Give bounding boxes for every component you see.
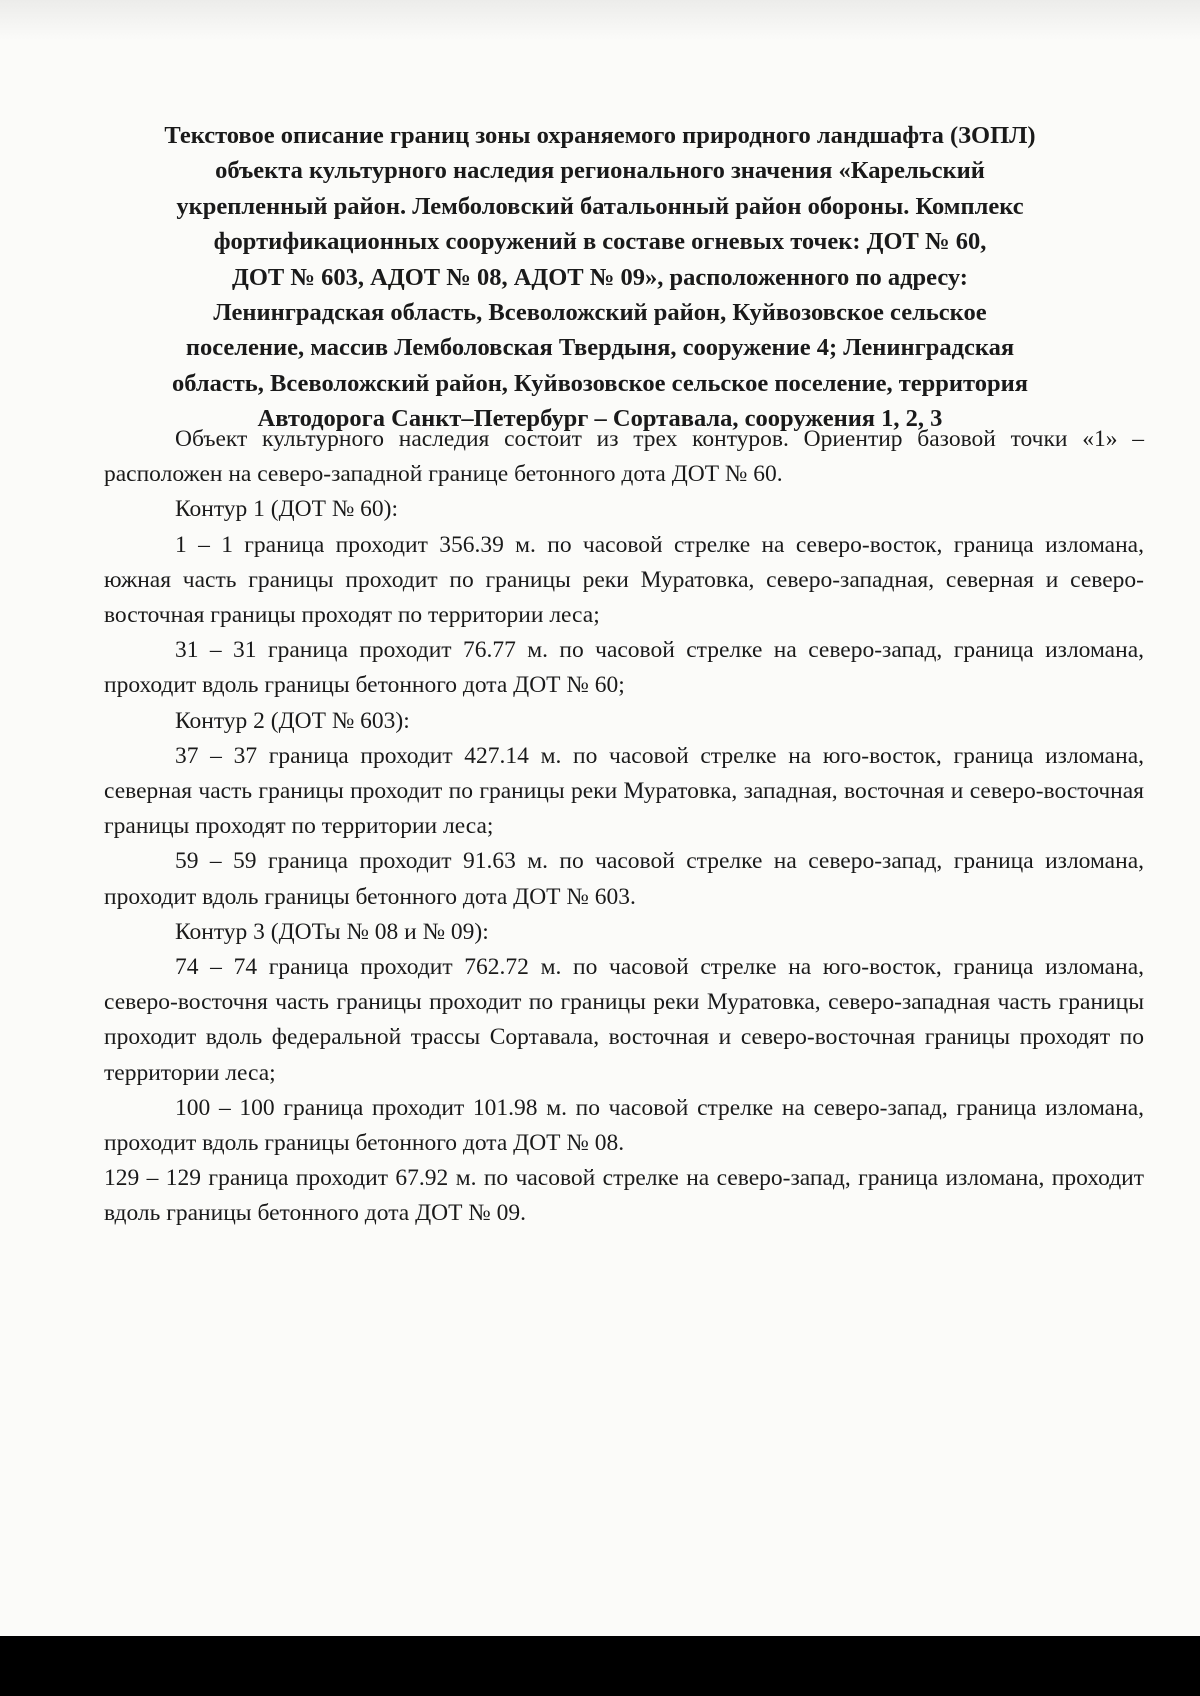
title-line: область, Всеволожский район, Куйвозовское сельское поселение, территория	[172, 369, 1028, 397]
title-line: Текстовое описание границ зоны охраняемого природного ландшафта (ЗОПЛ)	[164, 122, 1036, 149]
title-line: Автодорога Санкт–Петербург – Сортавала, сооружения 1, 2, 3	[257, 405, 943, 433]
title-line: Ленинградская область, Всеволожский район, Куйвозовское сельское	[213, 299, 987, 327]
scan-bottom-border	[0, 1636, 1200, 1696]
scan-edge-shadow	[0, 0, 1200, 40]
document-title	[100, 118, 1100, 437]
title-line: фортификационных сооружений в составе огневых точек: ДОТ № 60,	[213, 228, 987, 256]
boundary-paragraph: 100 – 100 граница проходит 101.98 м. по часовой стрелке на северо-запад, граница изломана, проходит вдоль границы бетонного дота ДОТ № 08.	[104, 1094, 1144, 1157]
boundary-paragraph: 1 – 1 граница проходит 356.39 м. по часовой стрелке на северо-восток, граница изломана, южная часть границы проходит по границы реки Муратовка, северо-западная, северная и северо-восточная границы проходят по территории леса;	[104, 531, 1144, 629]
boundary-paragraph: 59 – 59 граница проходит 91.63 м. по часовой стрелке на северо-запад, граница изломана, проходит вдоль границы бетонного дота ДОТ № 603.	[104, 848, 1144, 910]
title-line: укрепленный район. Лемболовский батальонный район обороны. Комплекс	[176, 192, 1024, 220]
document-body	[104, 422, 1144, 1232]
boundary-paragraph: 129 – 129 граница проходит 67.92 м. по часовой стрелке на северо-запад, граница изломана, проходит вдоль границы бетонного дота ДОТ № 09.	[104, 1165, 1144, 1227]
contour-heading: Контур 3 (ДОТы № 08 и № 09):	[175, 918, 489, 945]
contour-heading: Контур 2 (ДОТ № 603):	[175, 707, 410, 734]
title-line: объекта культурного наследия регионального значения «Карельский	[215, 157, 985, 185]
boundary-paragraph: 37 – 37 граница проходит 427.14 м. по часовой стрелке на юго-восток, граница изломана, северная часть границы проходит по границы реки Муратовка, западная, восточная и северо-восточная границы проходят по территории леса;	[104, 742, 1144, 840]
title-line: поселение, массив Лемболовская Твердыня, сооружение 4; Ленинградская	[185, 334, 1015, 362]
title-line: ДОТ № 603, АДОТ № 08, АДОТ № 09», расположенного по адресу:	[232, 263, 968, 291]
contour-heading: Контур 1 (ДОТ № 60):	[175, 496, 398, 523]
boundary-paragraph: 31 – 31 граница проходит 76.77 м. по часовой стрелке на северо-запад, граница изломана, проходит вдоль границы бетонного дота ДОТ № 60;	[104, 637, 1144, 699]
intro-paragraph: Объект культурного наследия состоит из трех контуров. Ориентир базовой точки «1» – расположен на северо-западной границе бетонного дота ДОТ № 60.	[104, 426, 1144, 488]
boundary-paragraph: 74 – 74 граница проходит 762.72 м. по часовой стрелке на юго-восток, граница изломана, северо-восточня часть границы проходит по границы реки Муратовка, северо-западная часть границы проходит вдоль федеральной трассы Сортавала, восточная и северо-восточная границы проходят по территории леса;	[104, 954, 1144, 1086]
